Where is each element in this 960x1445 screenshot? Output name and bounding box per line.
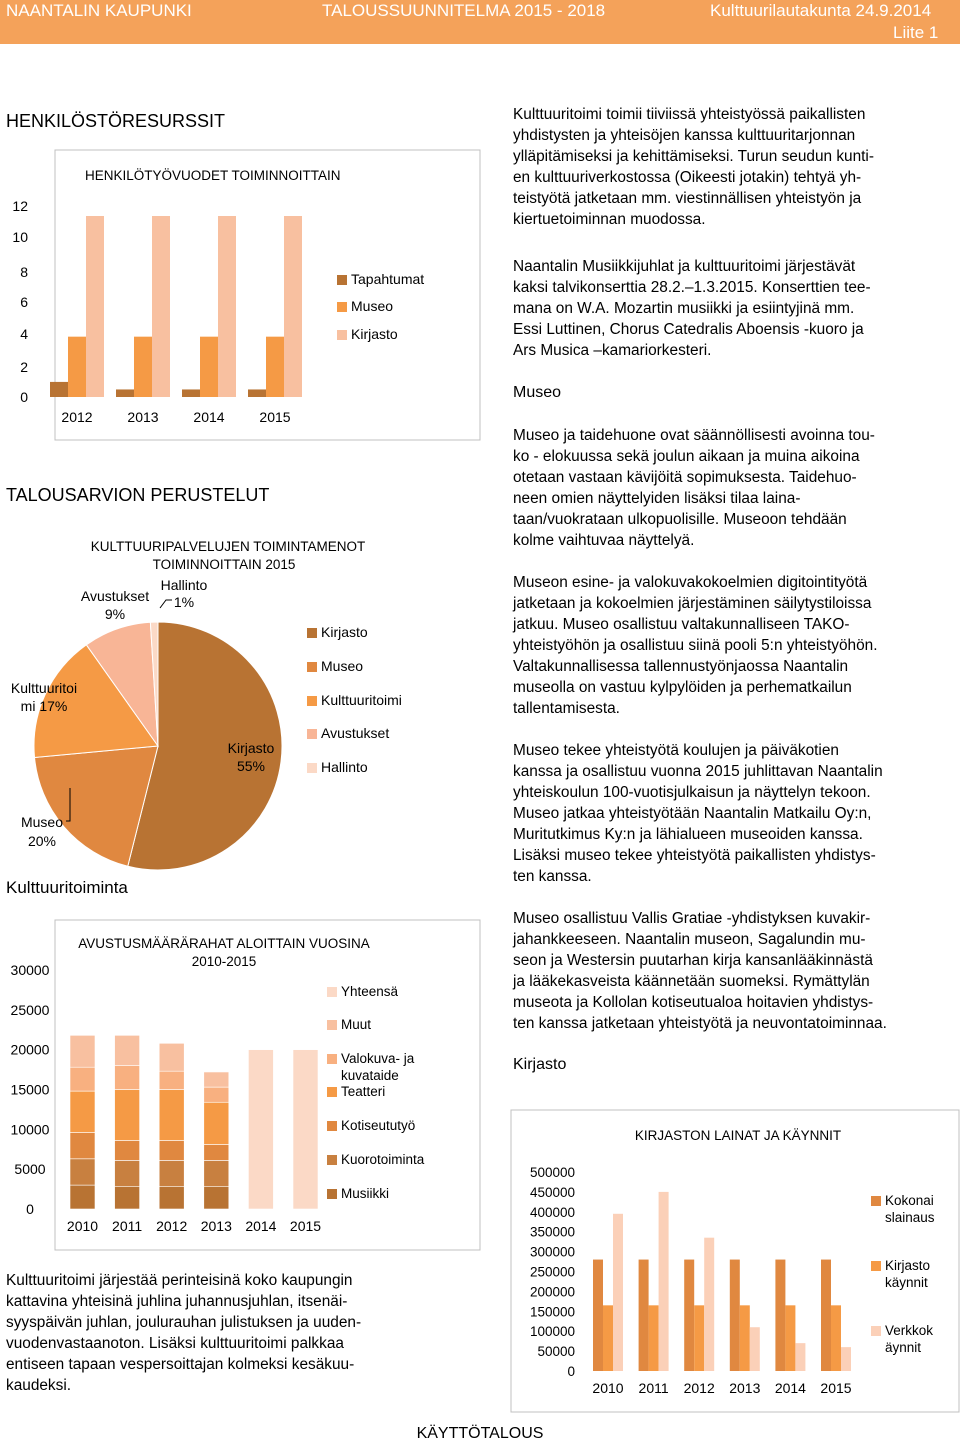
staff-y-tick: 0	[20, 389, 28, 405]
grants-legend-swatch	[327, 987, 337, 997]
library-bar	[785, 1305, 795, 1371]
library-bar	[659, 1192, 669, 1371]
paragraph-museum-collections-line: tallentamisesta.	[513, 700, 620, 717]
staff-x-label: 2012	[61, 409, 93, 425]
section-staff-heading: HENKILÖSTÖRESURSSIT	[6, 111, 226, 131]
header-org: NAANTALIN KAUPUNKI	[6, 1, 192, 20]
grants-y-tick: 25000	[10, 1001, 50, 1018]
grants-bar-segment	[70, 1035, 95, 1067]
grants-legend-swatch	[327, 1121, 337, 1131]
paragraph-museum-collections-line: museolla on vastuu kylpylöiden ja perhematkailun	[513, 679, 852, 696]
library-legend-swatch	[871, 1326, 881, 1336]
library-legend-text: Kirjasto	[885, 1258, 931, 1273]
paragraph-concerts	[513, 256, 955, 361]
library-bar	[639, 1260, 649, 1371]
staff-y-tick: 10	[12, 229, 28, 245]
paragraph-museum-opening-line: kolme vaihtuvaa näyttelyä.	[513, 532, 695, 549]
grants-bar-segment	[204, 1102, 229, 1144]
staff-bar	[152, 216, 170, 397]
paragraph-cooperation-line: yhdistysten ja yhteisöjen kanssa kulttuuritarjonnan	[513, 127, 856, 144]
grants-x-label: 2012	[156, 1218, 188, 1234]
pie-legend-text: Museo	[321, 658, 364, 674]
staff-x-label: 2015	[259, 409, 291, 425]
grants-bar-segment	[204, 1144, 229, 1160]
pie-legend-swatch	[307, 662, 317, 672]
library-bar	[775, 1260, 785, 1371]
pie-chart-title: TOIMINNOITTAIN 2015	[152, 557, 296, 572]
left-text-line: Kulttuuritoimi järjestää perinteisinä koko kaupungin	[6, 1272, 353, 1289]
grants-chart-title: AVUSTUSMÄÄRÄRAHAT ALOITTAIN VUOSINA	[78, 936, 370, 951]
grants-x-label: 2013	[200, 1218, 232, 1234]
header-appendix: Liite 1	[893, 23, 939, 42]
library-x-label: 2010	[592, 1380, 624, 1396]
paragraph-concerts-line: Naantalin Musiikkijuhlat ja kulttuuritoimi järjestävät	[513, 258, 856, 275]
library-bar	[603, 1305, 613, 1371]
library-y-tick: 250000	[529, 1264, 575, 1280]
pie-legend-swatch	[307, 696, 317, 706]
staff-y-tick: 6	[20, 294, 28, 310]
library-legend-text: Verkkok	[885, 1323, 934, 1338]
staff-y-tick: 4	[20, 326, 28, 342]
staff-legend-swatch	[337, 330, 347, 340]
library-chart-title: KIRJASTON LAINAT JA KÄYNNIT	[634, 1128, 842, 1143]
staff-bar	[284, 216, 302, 397]
paragraph-cooperation-line: Kulttuuritoimi toimii tiiviissä yhteistyössä paikallisten	[513, 106, 866, 123]
paragraph-concerts-line: Essi Luttinen, Chorus Catedralis Aboensis -kuoro ja	[513, 321, 864, 338]
pie-chart-title: KULTTUURIPALVELUJEN TOIMINTAMENOT	[90, 539, 366, 554]
pie-label-hallinto-pct: 1%	[173, 594, 195, 610]
pie-legend-text: Avustukset	[321, 725, 390, 741]
section-budget-heading: TALOUSARVION PERUSTELUT	[6, 485, 270, 505]
pie-leader-hallinto	[160, 600, 172, 608]
paragraph-museum-opening-line: Museo ja taidehuone ovat säännöllisesti avoinna tou-	[513, 427, 875, 444]
pie-legend-text: Kulttuuritoimi	[321, 692, 402, 708]
staff-x-label: 2014	[193, 409, 225, 425]
staff-bar	[68, 337, 86, 397]
library-legend-text: slainaus	[885, 1210, 935, 1225]
grants-legend-swatch	[327, 1020, 337, 1030]
grants-x-label: 2014	[245, 1218, 277, 1234]
staff-bar	[200, 337, 218, 397]
staff-legend-text: Museo	[351, 298, 394, 314]
paragraph-museum-collections-line: jatketaan ja kokoelmien järjestäminen säilytystiloissa	[513, 595, 872, 612]
paragraph-museum-collections	[513, 572, 955, 719]
paragraph-museum-books-line: seon ja Westersin puutarhan kirja kansanlääkinnästä	[513, 952, 873, 969]
grants-bar-segment	[115, 1140, 140, 1160]
paragraph-museum-books-line: ten kanssa jatketaan yhteistyötä ja neuvontatoiminnaa.	[513, 1015, 887, 1032]
library-bar	[593, 1260, 603, 1371]
paragraph-museum-schools	[513, 740, 955, 887]
grants-bar-segment	[70, 1067, 95, 1091]
grants-y-tick: 30000	[10, 962, 50, 978]
library-chart	[511, 1110, 959, 1412]
library-y-tick: 350000	[529, 1224, 575, 1240]
library-bar	[821, 1260, 831, 1371]
paragraph-museum-books-line: ja lääkekasveista käännetään suomeksi. Rymättylän	[513, 973, 870, 990]
grants-bar-segment	[204, 1187, 229, 1209]
pie-label-kirjasto: Kirjasto	[227, 740, 275, 756]
grants-legend-swatch	[327, 1189, 337, 1199]
paragraph-museum-collections-line: Museon esine- ja valokuvakokoelmien digitointityötä	[513, 574, 868, 591]
grants-legend-swatch	[327, 1054, 337, 1064]
pie-legend-swatch	[307, 763, 317, 773]
grants-y-tick: 0	[26, 1201, 34, 1217]
grants-legend-text: Muut	[341, 1017, 372, 1032]
paragraph-concerts-line: mana on W.A. Mozartin musiikki ja esiintyjinä mm.	[513, 300, 855, 317]
page-footer: KÄYTTÖTALOUS	[416, 1425, 544, 1442]
grants-legend-swatch	[327, 1087, 337, 1097]
library-y-tick: 500000	[529, 1165, 575, 1180]
grants-bar-segment	[204, 1087, 229, 1102]
library-legend-text: käynnit	[885, 1275, 928, 1290]
library-bar	[730, 1260, 740, 1371]
library-y-tick: 150000	[529, 1304, 575, 1320]
pie-label-museo: Museo	[20, 814, 64, 830]
paragraph-museum-schools-line: kanssa ja osallistuu vuonna 2015 juhlittavan Naantalin	[513, 763, 883, 780]
library-bar	[649, 1305, 659, 1371]
library-y-tick: 100000	[529, 1324, 575, 1340]
library-y-tick: 300000	[529, 1244, 575, 1260]
paragraph-cooperation-line: kiertuetoiminnan muodossa.	[513, 211, 706, 228]
staff-bar	[218, 216, 236, 397]
grants-legend-text: kuvataide	[341, 1068, 399, 1083]
library-legend-swatch	[871, 1196, 881, 1206]
grants-bar-segment	[159, 1090, 184, 1141]
grants-bar-segment	[115, 1090, 140, 1141]
staff-x-label: 2013	[127, 409, 159, 425]
grants-chart-title: 2010-2015	[191, 954, 257, 969]
library-bar	[740, 1305, 750, 1371]
grants-legend-swatch	[327, 1155, 337, 1165]
library-bar	[694, 1305, 704, 1371]
library-bar	[613, 1214, 623, 1371]
staff-bar	[248, 389, 266, 397]
grants-x-label: 2010	[66, 1218, 99, 1234]
grants-bar-segment	[204, 1160, 229, 1186]
library-bar	[684, 1260, 694, 1371]
library-x-label: 2015	[820, 1380, 852, 1396]
paragraph-cooperation-line: teistyötä jatketaan mm. viestinnällisen yhteistyön ja	[513, 190, 862, 207]
library-bar	[831, 1305, 841, 1371]
paragraph-museum-books-line: museota ja Kollolan kotiseutualoa hoitavien yhdistys-	[513, 994, 874, 1011]
paragraph-cooperation-line: ylläpitämiseksi ja kehittämiseksi. Turun seudun kunti-	[513, 148, 874, 165]
staff-legend-swatch	[337, 275, 347, 285]
paragraph-museum-schools-line: Museo jatkaa yhteistyötään Naantalin Matkailu Oy:n,	[513, 805, 872, 822]
pie-label-avustukset-pct: 9%	[104, 606, 126, 622]
paragraph-museum-books-line: Museo osallistuu Vallis Gratiae -yhdistyksen kuvakir-	[513, 910, 871, 927]
staff-chart-title: HENKILÖTYÖVUODET TOIMINNOITTAIN	[85, 168, 341, 183]
pie-label-kulttuuritoimi-pct: mi 17%	[20, 698, 68, 714]
grants-bar-segment	[159, 1140, 184, 1160]
paragraph-museum-opening-line: neen omien näyttelyiden lisäksi tilaa laina-	[513, 490, 801, 507]
paragraph-museum-opening-line: ko - elokuussa sekä joulun aikaan ja muina aikoina	[513, 448, 860, 465]
library-legend-text: äynnit	[885, 1340, 922, 1355]
kirjasto-heading: Kirjasto	[513, 1056, 567, 1073]
pie-label-kulttuuritoimi: Kulttuuritoi	[10, 680, 78, 696]
grants-x-label: 2015	[289, 1218, 322, 1234]
grants-y-tick: 20000	[10, 1041, 50, 1058]
library-y-tick: 400000	[529, 1204, 575, 1220]
left-text-block	[6, 1270, 446, 1396]
library-x-label: 2013	[729, 1380, 761, 1396]
grants-bar-segment	[70, 1159, 95, 1185]
grants-bar-segment	[159, 1071, 184, 1089]
library-legend-swatch	[871, 1261, 881, 1271]
grants-legend-text: Kotiseututyö	[341, 1118, 416, 1133]
paragraph-museum-books-line: jahankkeeseen. Naantalin museon, Sagalundin mu-	[513, 931, 866, 948]
grants-bar-segment	[115, 1035, 140, 1065]
staff-y-tick: 2	[20, 359, 28, 375]
paragraph-museum-collections-line: jatkuu. Museo osallistuu valtakunnalliseen TAKO-	[513, 616, 850, 633]
pie-legend-text: Kirjasto	[321, 624, 368, 640]
paragraph-museum-collections-line: Valtakunnallisessa tallennustyönjaossa Naantalin	[513, 658, 849, 675]
grants-bar-segment	[70, 1091, 95, 1132]
pie-legend-swatch	[307, 628, 317, 638]
left-text-line: kattavina yhteisinä juhlina juhannusjuhlan, itsenäi-	[6, 1293, 348, 1310]
paragraph-museum-schools-line: ten kanssa.	[513, 868, 592, 885]
left-text-line: vuodenvastaanoton. Lisäksi kulttuuritoimi palkkaa	[6, 1335, 344, 1352]
header-board: Kulttuurilautakunta 24.9.2014	[710, 1, 932, 20]
museo-heading: Museo	[513, 384, 562, 401]
pie-label-kirjasto-pct: 55%	[236, 758, 266, 774]
library-bar	[841, 1347, 851, 1371]
pie-label-avustukset: Avustukset	[80, 588, 150, 604]
paragraph-museum-opening	[513, 425, 955, 551]
staff-bar	[266, 337, 284, 397]
paragraph-cooperation	[513, 104, 955, 230]
grants-legend-text: Musiikki	[341, 1186, 390, 1201]
grants-legend-text: Teatteri	[341, 1084, 386, 1099]
pie-label-hallinto: Hallinto	[160, 577, 208, 593]
library-x-label: 2014	[774, 1380, 806, 1396]
grants-bar-segment	[159, 1160, 184, 1186]
library-bar	[795, 1343, 805, 1371]
staff-y-tick: 12	[12, 198, 28, 214]
grants-bar-segment	[159, 1187, 184, 1209]
staff-bar	[116, 389, 134, 397]
paragraph-museum-schools-line: yhteiskoulun 100-vuotisjulkaisun ja näyttelyn tekoon.	[513, 784, 871, 801]
staff-bar	[86, 216, 104, 397]
library-bar	[704, 1238, 714, 1371]
library-x-label: 2012	[683, 1380, 715, 1396]
library-legend-text: Kokonai	[885, 1193, 934, 1208]
header-doc: TALOUSSUUNNITELMA 2015 - 2018	[322, 1, 606, 20]
library-y-tick: 450000	[529, 1184, 575, 1200]
paragraph-concerts-line: Ars Musica –kamariorkesteri.	[513, 342, 712, 359]
grants-y-tick: 10000	[10, 1121, 50, 1138]
grants-bar-segment	[70, 1133, 95, 1159]
staff-legend-swatch	[337, 302, 347, 312]
grants-y-tick: 5000	[14, 1161, 46, 1178]
paragraph-museum-schools-line: Museo tekee yhteistyötä koulujen ja päiväkotien	[513, 742, 839, 759]
staff-bar	[182, 389, 200, 397]
section-culture-heading: Kulttuuritoiminta	[6, 878, 128, 897]
paragraph-museum-books	[513, 908, 955, 1034]
staff-chart	[0, 0, 480, 440]
pie-legend-swatch	[307, 729, 317, 739]
right-text-column	[513, 104, 955, 1075]
grants-bar-segment	[115, 1187, 140, 1209]
library-x-label: 2011	[638, 1380, 669, 1396]
staff-bar	[50, 382, 68, 397]
library-y-tick: 0	[567, 1364, 575, 1379]
left-text-line: syyspäivän juhlan, joulurauhan julistuksen ja uuden-	[6, 1314, 362, 1331]
grants-bar-segment	[115, 1160, 140, 1186]
grants-legend-text: Yhteensä	[341, 984, 399, 999]
paragraph-museum-opening-line: taan/vuokrataan ulkopuolisille. Museoon tehdään	[513, 511, 847, 528]
grants-chart	[0, 920, 480, 1260]
staff-bar	[134, 337, 152, 397]
paragraph-cooperation-line: en kulttuuriverkostossa (Oikeesti jotakin) tehtyä yh-	[513, 169, 862, 186]
library-y-tick: 50000	[537, 1344, 575, 1360]
pie-legend-text: Hallinto	[321, 759, 368, 775]
left-text-line: entiseen tapaan vespersoittajan kolmeksi kesäkuu-	[6, 1356, 355, 1373]
grants-bar-segment	[159, 1043, 184, 1071]
staff-legend-text: Kirjasto	[351, 326, 398, 342]
grants-x-label: 2011	[112, 1218, 143, 1234]
grants-bar-segment	[248, 1050, 273, 1209]
library-y-tick: 200000	[529, 1284, 575, 1300]
library-bar	[750, 1327, 760, 1371]
staff-legend-text: Tapahtumat	[351, 271, 425, 287]
grants-y-tick: 15000	[10, 1081, 50, 1098]
grants-bar-segment	[115, 1066, 140, 1090]
paragraph-museum-opening-line: otetaan vastaan kävijöitä sopimuksesta. Taidehuo-	[513, 469, 857, 486]
grants-bar-segment	[204, 1072, 229, 1087]
paragraph-museum-collections-line: yhteistyöhön ja osallistuu siinä pooli 5:n yhteistyöhön.	[513, 637, 878, 654]
grants-legend-text: Kuorotoiminta	[341, 1152, 425, 1167]
grants-legend-text: Valokuva- ja	[341, 1051, 415, 1066]
paragraph-museum-schools-line: Muritutkimus Ky:n ja lähialueen museoiden kanssa.	[513, 826, 863, 843]
expenses-pie-chart	[0, 520, 480, 920]
pie-label-museo-pct: 20%	[27, 833, 57, 849]
paragraph-concerts-line: kaksi talvikonserttia 28.2.–1.3.2015. Konserttien tee-	[513, 279, 871, 296]
paragraph-museum-schools-line: Lisäksi museo tekee yhteistyötä paikallisten yhdistys-	[513, 847, 876, 864]
staff-y-tick: 8	[20, 264, 28, 280]
left-text-line: kaudeksi.	[6, 1377, 72, 1394]
grants-bar-segment	[70, 1185, 95, 1209]
grants-bar-segment	[293, 1050, 318, 1209]
